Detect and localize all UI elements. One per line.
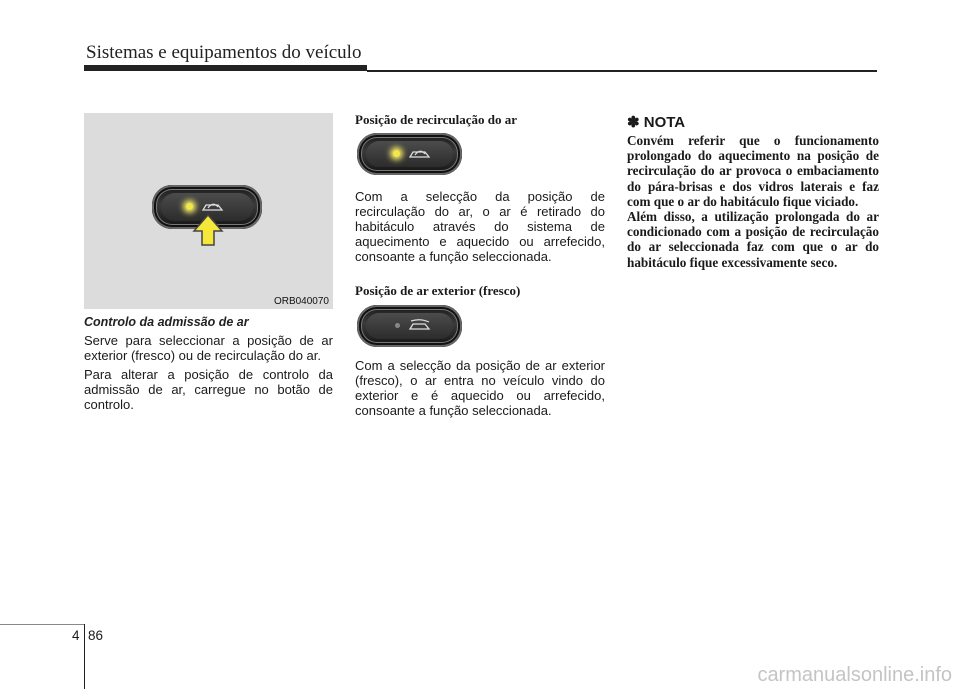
footer-divider xyxy=(84,624,85,689)
nota-paragraph: Além disso, a utilização prolongada do ar condicionado com a posição de recirculação do ar seleccionada faz com que o ar do habitáculo fique excessivamente seco. xyxy=(627,209,879,270)
header-bar xyxy=(84,65,367,71)
recirculation-position-button xyxy=(357,133,462,175)
nota-paragraph: Convém referir que o funcionamento prolongado do aquecimento na posição de recirculação do ar provoca o embaciamento do pára-brisas e dos vidros laterais e faz com que o ar do habitáculo fique viciado. xyxy=(627,133,879,209)
nota-title: NOTA xyxy=(643,114,686,131)
recirculation-section xyxy=(355,112,605,128)
header-line xyxy=(367,70,877,72)
paragraph: Para alterar a posição de controlo da admissão de ar, carregue no botão de controlo. xyxy=(84,367,333,412)
fresh-air-text: Com a selecção da posição de ar exterior (fresco), o ar entra no veículo vindo do exterior e é aquecido ou arrefecido, consoante a função seleccionada. xyxy=(355,358,605,418)
intake-control-section xyxy=(84,315,333,412)
nota-box xyxy=(627,113,879,270)
watermark: carmanualsonline.info xyxy=(757,664,952,686)
led-on-icon xyxy=(186,203,193,210)
figure-code: ORB040070 xyxy=(273,296,329,307)
section-subtitle: Controlo da admissão de ar xyxy=(84,315,249,329)
control-figure xyxy=(84,113,333,309)
car-fresh-air-icon xyxy=(407,318,433,334)
car-recirculation-icon xyxy=(407,146,433,162)
press-arrow-icon xyxy=(192,213,224,247)
paragraph: Serve para seleccionar a posição de ar exterior (fresco) ou de recirculação do ar. xyxy=(84,333,333,363)
header-title: Sistemas e equipamentos do veículo xyxy=(86,42,362,63)
fresh-air-position-button xyxy=(357,305,462,347)
footer-rule xyxy=(0,624,84,625)
led-on-icon xyxy=(393,150,400,157)
nota-heading xyxy=(627,113,879,131)
recirculation-title: Posição de recirculação do ar xyxy=(355,112,517,127)
led-off-icon xyxy=(395,323,400,328)
asterisk-icon: ✽ xyxy=(627,114,640,131)
chapter-number: 4 xyxy=(72,628,80,643)
recirculation-text: Com a selecção da posição de recirculação do ar, o ar é retirado do habitáculo através do sistema de aquecimento e aquecido ou arrefecido, consoante a função seleccionada. xyxy=(355,189,605,264)
page-number: 86 xyxy=(88,628,104,643)
fresh-air-title: Posição de ar exterior (fresco) xyxy=(355,283,521,298)
